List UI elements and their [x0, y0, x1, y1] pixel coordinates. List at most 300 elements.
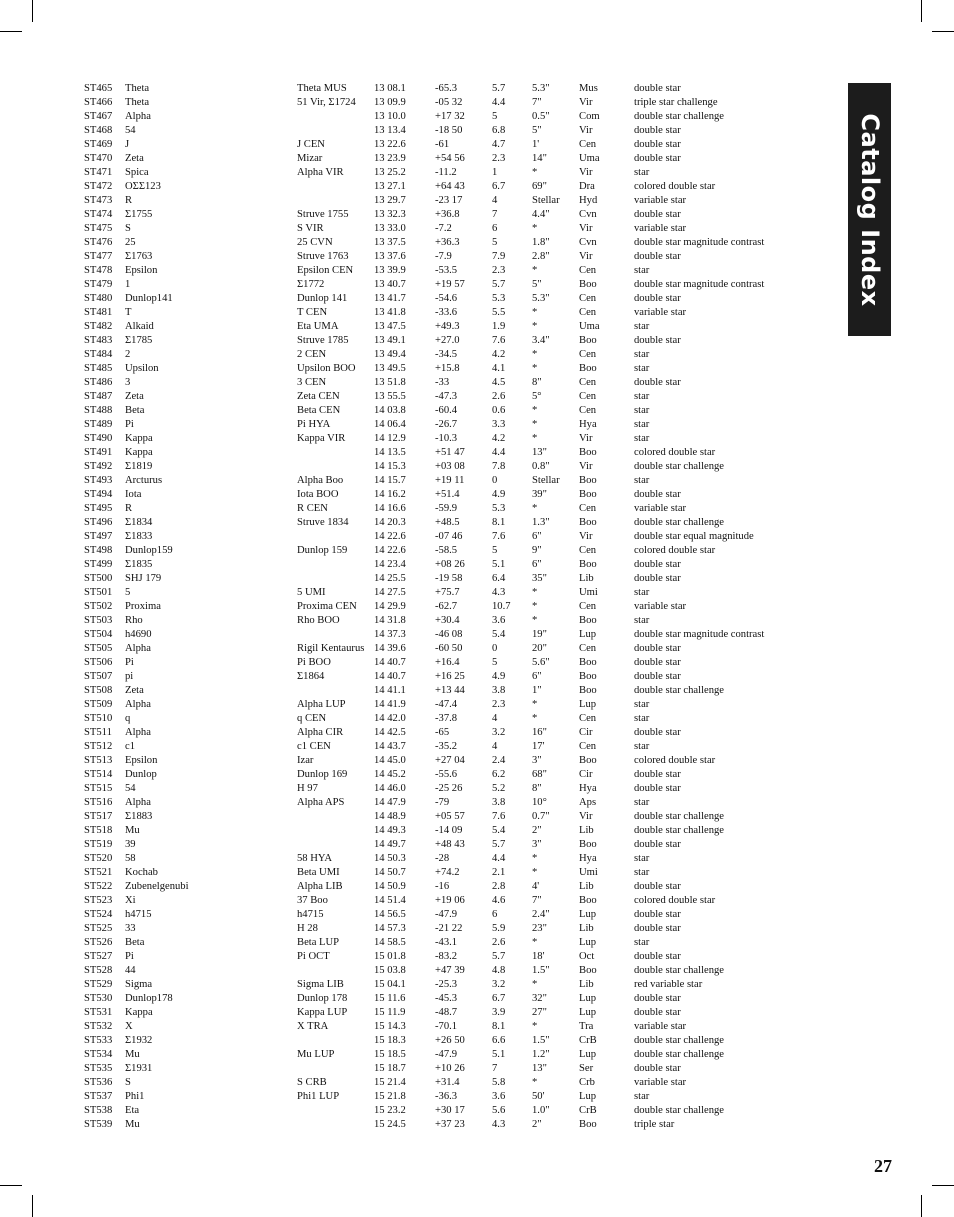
cell-dec: +30.4	[435, 615, 460, 626]
cell-alt: Σ1864	[297, 671, 325, 682]
crop-mark	[932, 31, 954, 32]
cell-notes: double star	[634, 153, 681, 164]
cell-sep: *	[532, 1077, 538, 1088]
cell-mag: 6.7	[492, 993, 506, 1004]
cell-mag: 2.8	[492, 881, 506, 892]
cell-mag: 7.9	[492, 251, 506, 262]
table-row	[84, 642, 824, 656]
cell-sep: 8"	[532, 377, 542, 388]
cell-alt: Eta UMA	[297, 321, 339, 332]
cell-id: ST517	[84, 811, 113, 822]
cell-sep: 1"	[532, 685, 542, 696]
cell-id: ST522	[84, 881, 113, 892]
table-row	[84, 1090, 824, 1104]
cell-alt: J CEN	[297, 139, 325, 150]
cell-ra: 15 18.5	[374, 1049, 406, 1060]
cell-con: Cir	[579, 727, 593, 738]
cell-notes: double star	[634, 293, 681, 304]
table-row	[84, 810, 824, 824]
table-row	[84, 502, 824, 516]
cell-alt: c1 CEN	[297, 741, 331, 752]
cell-id: ST525	[84, 923, 113, 934]
cell-sep: *	[532, 979, 538, 990]
cell-notes: double star	[634, 559, 681, 570]
cell-mag: 4	[492, 195, 498, 206]
cell-mag: 6	[492, 223, 498, 234]
cell-id: ST513	[84, 755, 113, 766]
cell-con: Boo	[579, 615, 597, 626]
cell-notes: variable star	[634, 503, 687, 514]
cell-name: q	[125, 713, 131, 724]
cell-con: Boo	[579, 671, 597, 682]
cell-alt: Beta LUP	[297, 937, 340, 948]
cell-name: pi	[125, 671, 134, 682]
cell-id: ST531	[84, 1007, 113, 1018]
cell-mag: 3.2	[492, 979, 506, 990]
cell-sep: *	[532, 349, 538, 360]
cell-id: ST527	[84, 951, 113, 962]
cell-id: ST509	[84, 699, 113, 710]
cell-id: ST506	[84, 657, 113, 668]
cell-alt: Mu LUP	[297, 1049, 335, 1060]
cell-id: ST476	[84, 237, 113, 248]
cell-notes: double star	[634, 881, 681, 892]
cell-mag: 0	[492, 475, 498, 486]
cell-id: ST492	[84, 461, 113, 472]
cell-mag: 2.3	[492, 699, 506, 710]
cell-con: Cir	[579, 769, 593, 780]
cell-con: CrB	[579, 1105, 597, 1116]
cell-con: Boo	[579, 489, 597, 500]
cell-dec: +16 25	[435, 671, 465, 682]
cell-dec: +31.4	[435, 1077, 460, 1088]
cell-ra: 14 37.3	[374, 629, 406, 640]
cell-name: Sigma	[125, 979, 153, 990]
table-row	[84, 1104, 824, 1118]
crop-mark	[32, 1195, 33, 1217]
cell-sep: 13"	[532, 447, 547, 458]
cell-id: ST474	[84, 209, 113, 220]
cell-sep: 2.8"	[532, 251, 550, 262]
table-row	[84, 418, 824, 432]
cell-con: Boo	[579, 895, 597, 906]
cell-sep: 19"	[532, 629, 547, 640]
cell-dec: -79	[435, 797, 450, 808]
cell-con: Lib	[579, 979, 594, 990]
cell-id: ST532	[84, 1021, 113, 1032]
cell-alt: Zeta CEN	[297, 391, 340, 402]
cell-sep: 1.8"	[532, 237, 550, 248]
table-row	[84, 264, 824, 278]
table-row	[84, 390, 824, 404]
cell-ra: 13 22.6	[374, 139, 406, 150]
cell-alt: Izar	[297, 755, 314, 766]
cell-id: ST467	[84, 111, 113, 122]
cell-name: c1	[125, 741, 135, 752]
cell-id: ST482	[84, 321, 113, 332]
cell-name: Alpha	[125, 797, 151, 808]
cell-id: ST533	[84, 1035, 113, 1046]
table-row	[84, 1062, 824, 1076]
cell-name: Zeta	[125, 391, 144, 402]
cell-mag: 0.6	[492, 405, 506, 416]
table-row	[84, 1118, 824, 1132]
cell-notes: star	[634, 167, 650, 178]
table-row	[84, 754, 824, 768]
cell-mag: 5.2	[492, 783, 506, 794]
cell-ra: 13 08.1	[374, 83, 406, 94]
cell-name: Theta	[125, 83, 150, 94]
cell-id: ST484	[84, 349, 113, 360]
cell-alt: R CEN	[297, 503, 328, 514]
cell-con: Lib	[579, 573, 594, 584]
cell-notes: star	[634, 349, 650, 360]
cell-sep: *	[532, 419, 538, 430]
cell-notes: variable star	[634, 601, 687, 612]
cell-con: Lib	[579, 825, 594, 836]
cell-name: Arcturus	[125, 475, 163, 486]
cell-sep: 23"	[532, 923, 547, 934]
cell-mag: 6.8	[492, 125, 506, 136]
cell-mag: 5.9	[492, 923, 506, 934]
cell-dec: +54 56	[435, 153, 465, 164]
cell-id: ST528	[84, 965, 113, 976]
cell-mag: 6.4	[492, 573, 506, 584]
cell-ra: 15 11.6	[374, 993, 406, 1004]
table-row	[84, 432, 824, 446]
cell-id: ST520	[84, 853, 113, 864]
cell-ra: 14 47.9	[374, 797, 406, 808]
cell-dec: -25.3	[435, 979, 458, 990]
cell-name: X	[125, 1021, 133, 1032]
cell-ra: 14 39.6	[374, 643, 406, 654]
cell-id: ST523	[84, 895, 113, 906]
cell-name: Kappa	[125, 433, 153, 444]
table-row	[84, 558, 824, 572]
crop-mark	[0, 31, 22, 32]
cell-name: 3	[125, 377, 131, 388]
cell-dec: +30 17	[435, 1105, 465, 1116]
cell-dec: -26.7	[435, 419, 458, 430]
cell-id: ST496	[84, 517, 113, 528]
cell-name: Mu	[125, 1049, 140, 1060]
cell-mag: 5.1	[492, 559, 506, 570]
cell-id: ST475	[84, 223, 113, 234]
cell-id: ST481	[84, 307, 113, 318]
table-row	[84, 334, 824, 348]
cell-ra: 13 41.7	[374, 293, 406, 304]
cell-mag: 2.3	[492, 265, 506, 276]
cell-name: Σ1755	[125, 209, 153, 220]
cell-name: Σ1883	[125, 811, 153, 822]
cell-dec: -70.1	[435, 1021, 458, 1032]
cell-id: ST529	[84, 979, 113, 990]
cell-alt: 2 CEN	[297, 349, 327, 360]
cell-alt	[297, 684, 374, 698]
cell-alt: X TRA	[297, 1021, 329, 1032]
cell-ra: 14 23.4	[374, 559, 406, 570]
cell-id: ST530	[84, 993, 113, 1004]
cell-mag: 4.4	[492, 97, 506, 108]
cell-id: ST505	[84, 643, 113, 654]
cell-sep: 0.8"	[532, 461, 550, 472]
cell-name: Mu	[125, 825, 140, 836]
cell-dec: +08 26	[435, 559, 465, 570]
cell-dec: -7.9	[435, 251, 452, 262]
cell-sep: *	[532, 405, 538, 416]
cell-notes: double star	[634, 83, 681, 94]
cell-notes: double star	[634, 839, 681, 850]
cell-mag: 10.7	[492, 601, 511, 612]
cell-alt	[297, 572, 374, 586]
cell-sep: 3"	[532, 755, 542, 766]
cell-id: ST472	[84, 181, 113, 192]
cell-sep: *	[532, 867, 538, 878]
cell-dec: +51 47	[435, 447, 465, 458]
cell-alt	[297, 180, 374, 194]
cell-sep: 0.7"	[532, 811, 550, 822]
cell-name: h4715	[125, 909, 152, 920]
cell-ra: 14 43.7	[374, 741, 406, 752]
cell-ra: 14 50.9	[374, 881, 406, 892]
cell-name: R	[125, 195, 133, 206]
cell-id: ST526	[84, 937, 113, 948]
cell-dec: -19 58	[435, 573, 463, 584]
cell-ra: 13 37.5	[374, 237, 406, 248]
cell-notes: star	[634, 321, 650, 332]
cell-sep: 2"	[532, 825, 542, 836]
cell-mag: 1.9	[492, 321, 506, 332]
cell-alt	[297, 1118, 374, 1132]
cell-notes: double star	[634, 573, 681, 584]
cell-name: 54	[125, 125, 136, 136]
table-row	[84, 96, 824, 110]
cell-con: Cen	[579, 741, 597, 752]
cell-alt: Alpha Boo	[297, 475, 344, 486]
cell-ra: 15 24.5	[374, 1119, 406, 1130]
cell-notes: double star	[634, 671, 681, 682]
cell-ra: 14 31.8	[374, 615, 406, 626]
cell-sep: *	[532, 223, 538, 234]
cell-mag: 4.9	[492, 671, 506, 682]
cell-con: Lup	[579, 629, 597, 640]
cell-con: Lup	[579, 993, 597, 1004]
cell-ra: 14 58.5	[374, 937, 406, 948]
cell-ra: 14 41.9	[374, 699, 406, 710]
cell-id: ST515	[84, 783, 113, 794]
table-row	[84, 544, 824, 558]
cell-mag: 7	[492, 1063, 498, 1074]
cell-sep: 8"	[532, 783, 542, 794]
table-row	[84, 124, 824, 138]
cell-name: Σ1819	[125, 461, 153, 472]
cell-con: Cvn	[579, 209, 597, 220]
cell-alt	[297, 530, 374, 544]
cell-notes: double star	[634, 251, 681, 262]
cell-notes: red variable star	[634, 979, 703, 990]
cell-notes: double star	[634, 377, 681, 388]
cell-dec: +36.8	[435, 209, 460, 220]
cell-alt: Σ1772	[297, 279, 325, 290]
cell-alt: Kappa LUP	[297, 1007, 348, 1018]
cell-ra: 14 13.5	[374, 447, 406, 458]
cell-con: Aps	[579, 797, 597, 808]
cell-sep: 7"	[532, 895, 542, 906]
cell-name: 25	[125, 237, 136, 248]
cell-ra: 15 01.8	[374, 951, 406, 962]
cell-con: Com	[579, 111, 600, 122]
cell-con: Lup	[579, 1091, 597, 1102]
cell-name: Dunlop159	[125, 545, 173, 556]
table-row	[84, 1048, 824, 1062]
cell-id: ST495	[84, 503, 113, 514]
cell-notes: double star magnitude contrast	[634, 629, 765, 640]
cell-sep: 1.0"	[532, 1105, 550, 1116]
cell-dec: +51.4	[435, 489, 460, 500]
cell-dec: -58.5	[435, 545, 458, 556]
cell-ra: 13 49.1	[374, 335, 406, 346]
cell-con: Lup	[579, 1049, 597, 1060]
cell-mag: 3.8	[492, 685, 506, 696]
cell-alt: Struve 1755	[297, 209, 349, 220]
cell-sep: 2.4"	[532, 909, 550, 920]
cell-dec: -43.1	[435, 937, 458, 948]
cell-name: Phi1	[125, 1091, 145, 1102]
table-row	[84, 824, 824, 838]
table-row	[84, 348, 824, 362]
cell-mag: 4.3	[492, 587, 506, 598]
cell-notes: double star	[634, 769, 681, 780]
cell-con: Cen	[579, 391, 597, 402]
cell-ra: 15 11.9	[374, 1007, 406, 1018]
cell-id: ST478	[84, 265, 113, 276]
cell-alt: Rho BOO	[297, 615, 340, 626]
cell-ra: 15 04.1	[374, 979, 406, 990]
table-row	[84, 1020, 824, 1034]
cell-name: Σ1834	[125, 517, 153, 528]
cell-id: ST465	[84, 83, 113, 94]
cell-sep: 2"	[532, 1119, 542, 1130]
cell-alt: Pi HYA	[297, 419, 331, 430]
cell-ra: 14 49.7	[374, 839, 406, 850]
cell-mag: 5.3	[492, 503, 506, 514]
cell-notes: star	[634, 713, 650, 724]
cell-id: ST486	[84, 377, 113, 388]
cell-ra: 13 23.9	[374, 153, 406, 164]
cell-alt	[297, 124, 374, 138]
table-row	[84, 180, 824, 194]
cell-name: Spica	[125, 167, 149, 178]
section-tab	[848, 83, 891, 336]
cell-ra: 14 15.3	[374, 461, 406, 472]
cell-alt	[297, 1104, 374, 1118]
cell-ra: 13 32.3	[374, 209, 406, 220]
cell-ra: 15 14.3	[374, 1021, 406, 1032]
cell-name: 1	[125, 279, 131, 290]
table-row	[84, 894, 824, 908]
cell-notes: double star	[634, 783, 681, 794]
cell-con: Boo	[579, 839, 597, 850]
cell-dec: -37.8	[435, 713, 458, 724]
cell-dec: -61	[435, 139, 450, 150]
table-row	[84, 936, 824, 950]
cell-notes: variable star	[634, 195, 687, 206]
cell-id: ST510	[84, 713, 113, 724]
cell-notes: variable star	[634, 1021, 687, 1032]
cell-notes: star	[634, 867, 650, 878]
cell-name: Σ1835	[125, 559, 153, 570]
cell-ra: 14 48.9	[374, 811, 406, 822]
cell-dec: -83.2	[435, 951, 458, 962]
cell-dec: -33	[435, 377, 450, 388]
cell-sep: *	[532, 167, 538, 178]
table-row	[84, 852, 824, 866]
cell-mag: 6	[492, 909, 498, 920]
cell-sep: 13"	[532, 1063, 547, 1074]
cell-notes: star	[634, 587, 650, 598]
cell-ra: 14 41.1	[374, 685, 406, 696]
cell-id: ST479	[84, 279, 113, 290]
cell-name: Pi	[125, 657, 134, 668]
cell-id: ST470	[84, 153, 113, 164]
cell-notes: variable star	[634, 223, 687, 234]
cell-alt: 3 CEN	[297, 377, 327, 388]
cell-sep: 27"	[532, 1007, 547, 1018]
cell-alt: Kappa VIR	[297, 433, 346, 444]
cell-alt: Beta UMI	[297, 867, 340, 878]
table-row	[84, 950, 824, 964]
cell-id: ST477	[84, 251, 113, 262]
cell-mag: 5	[492, 545, 498, 556]
cell-alt: Sigma LIB	[297, 979, 344, 990]
cell-name: Σ1931	[125, 1063, 153, 1074]
cell-con: Cen	[579, 307, 597, 318]
cell-dec: +74.2	[435, 867, 460, 878]
cell-alt: Struve 1834	[297, 517, 349, 528]
cell-con: Hya	[579, 419, 597, 430]
cell-mag: 2.4	[492, 755, 506, 766]
cell-name: Epsilon	[125, 265, 158, 276]
cell-name: R	[125, 503, 133, 514]
cell-con: Boo	[579, 755, 597, 766]
cell-id: ST483	[84, 335, 113, 346]
cell-name: OΣΣ123	[125, 181, 161, 192]
table-row	[84, 628, 824, 642]
crop-mark	[921, 0, 922, 22]
cell-ra: 14 40.7	[374, 657, 406, 668]
cell-ra: 14 46.0	[374, 783, 406, 794]
table-row	[84, 908, 824, 922]
cell-sep: 5.6"	[532, 657, 550, 668]
cell-mag: 3.8	[492, 797, 506, 808]
cell-ra: 13 47.5	[374, 321, 406, 332]
cell-dec: -47.4	[435, 699, 458, 710]
cell-id: ST508	[84, 685, 113, 696]
cell-dec: +64 43	[435, 181, 465, 192]
cell-notes: double star challenge	[634, 825, 725, 836]
cell-ra: 15 23.2	[374, 1105, 406, 1116]
cell-con: Boo	[579, 363, 597, 374]
cell-sep: 5"	[532, 125, 542, 136]
cell-mag: 7.6	[492, 811, 506, 822]
cell-dec: -14 09	[435, 825, 463, 836]
cell-alt: 51 Vir, Σ1724	[297, 97, 356, 108]
cell-alt	[297, 110, 374, 124]
cell-ra: 14 42.5	[374, 727, 406, 738]
cell-alt: q CEN	[297, 713, 327, 724]
cell-mag: 8.1	[492, 517, 506, 528]
cell-alt: 37 Boo	[297, 895, 328, 906]
